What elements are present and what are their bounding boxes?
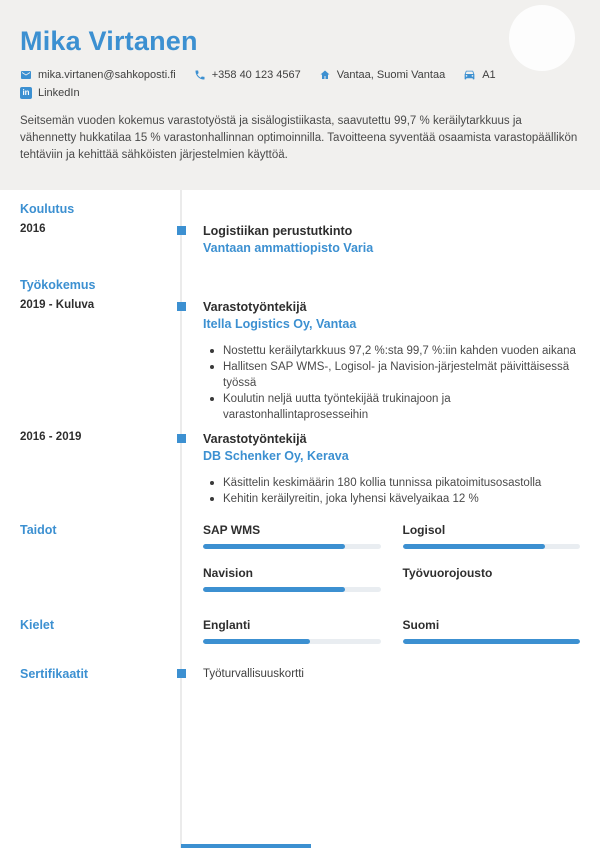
resume-body (0, 190, 600, 848)
contact-location-text: Vantaa, Suomi Vantaa (336, 68, 446, 81)
degree-title: Logistiikan perustutkinto (203, 223, 580, 240)
skill-name: Työvuorojousto (402, 566, 493, 580)
linkedin-icon: in (20, 87, 32, 99)
resume-header (0, 0, 600, 190)
contact-list (20, 68, 580, 99)
achievement-item: Nostettu keräilytarkkuus 97,2 %:sta 99,7 %:iin kahden vuoden aikana (210, 343, 580, 359)
contact-driving-license-text: A1 (482, 68, 496, 81)
employer-link[interactable]: Itella Logistics Oy, Vantaa (203, 317, 357, 331)
language-name: Suomi (402, 618, 440, 632)
skills-section (0, 523, 600, 592)
skill-meter (403, 523, 581, 549)
contact-email (20, 69, 176, 81)
profile-summary: Seitsemän vuoden kokemus varastotyöstä ja sisälogistiikasta, saavutettu 99,7 % keräilytarkkuus ja vähennetty hukkatilaa 15 % varastonhallinnan optimoinnilla. Tavoitteena syventää osaamista varastopäällikön tehtäviin ja kehittää sähköisten järjestelmien käyttöä. (20, 115, 578, 161)
entry-date: 2019 - Kuluva (20, 299, 95, 311)
school-link[interactable]: Vantaan ammattiopisto Varia (203, 241, 374, 255)
section-title-experience: Työkokemus (20, 278, 96, 292)
section-heading-row (0, 278, 600, 292)
home-icon (319, 69, 331, 81)
language-name: Englanti (203, 618, 251, 632)
job-title: Varastotyöntekijä (203, 299, 580, 316)
certificate-item: Työturvallisuuskortti (203, 667, 580, 681)
square-bullet-icon (177, 302, 186, 311)
job-title: Varastotyöntekijä (203, 431, 580, 448)
contact-linkedin-text: LinkedIn (38, 87, 80, 99)
contact-row (20, 87, 580, 99)
achievement-item: Koulutin neljä uutta työntekijää trukinajoon ja varastonhallintaprosesseihin (210, 391, 580, 423)
person-name: Mika Virtanen (20, 26, 198, 56)
skill-name: SAP WMS (203, 523, 261, 537)
skill-meter (403, 566, 581, 592)
language-meter (403, 618, 581, 644)
experience-entry (0, 431, 600, 507)
achievement-item: Hallitsen SAP WMS-, Logisol- ja Navision-järjestelmät päivittäisessä työssä (210, 359, 580, 391)
section-title-languages: Kielet (20, 618, 55, 632)
page-break-accent-bar (181, 844, 311, 848)
contact-email-text: mika.virtanen@sahkoposti.fi (38, 68, 176, 81)
contact-phone-text: +358 40 123 4567 (211, 68, 301, 81)
skills-grid (203, 523, 580, 592)
contact-phone (194, 69, 301, 81)
email-icon (20, 69, 32, 81)
entry-date: 2016 - 2019 (20, 431, 82, 443)
language-bar (403, 639, 581, 644)
car-icon (463, 68, 476, 81)
contact-driving-license (463, 68, 495, 81)
achievement-list (210, 343, 580, 423)
avatar (509, 5, 575, 71)
contact-row (20, 68, 580, 81)
skill-meter (203, 566, 381, 592)
entry-date: 2016 (20, 223, 46, 235)
skill-name: Logisol (402, 523, 446, 537)
square-bullet-icon (177, 434, 186, 443)
skill-bar (203, 544, 381, 549)
square-bullet-icon (177, 669, 186, 678)
skill-bar (203, 587, 381, 592)
languages-grid (203, 618, 580, 644)
experience-entry (0, 299, 600, 423)
language-bar (203, 639, 381, 644)
skill-meter (203, 523, 381, 549)
certificates-section (0, 667, 600, 681)
language-meter (203, 618, 381, 644)
skill-bar (403, 544, 581, 549)
education-entry (0, 223, 600, 257)
languages-section (0, 618, 600, 644)
phone-icon (194, 69, 206, 81)
employer-link[interactable]: DB Schenker Oy, Kerava (203, 449, 349, 463)
achievement-list (210, 475, 580, 507)
section-title-education: Koulutus (20, 202, 75, 216)
achievement-item: Käsittelin keskimäärin 180 kollia tunnissa pikatoimitusosastolla (210, 475, 580, 491)
contact-location (319, 69, 445, 81)
section-title-skills: Taidot (20, 523, 57, 537)
section-heading-row (0, 202, 600, 216)
square-bullet-icon (177, 226, 186, 235)
achievement-item: Kehitin keräilyreitin, joka lyhensi kävelyaikaa 12 % (210, 491, 580, 507)
skill-name: Navision (203, 566, 254, 580)
section-title-certificates: Sertifikaatit (20, 667, 89, 681)
contact-linkedin[interactable] (20, 87, 80, 99)
